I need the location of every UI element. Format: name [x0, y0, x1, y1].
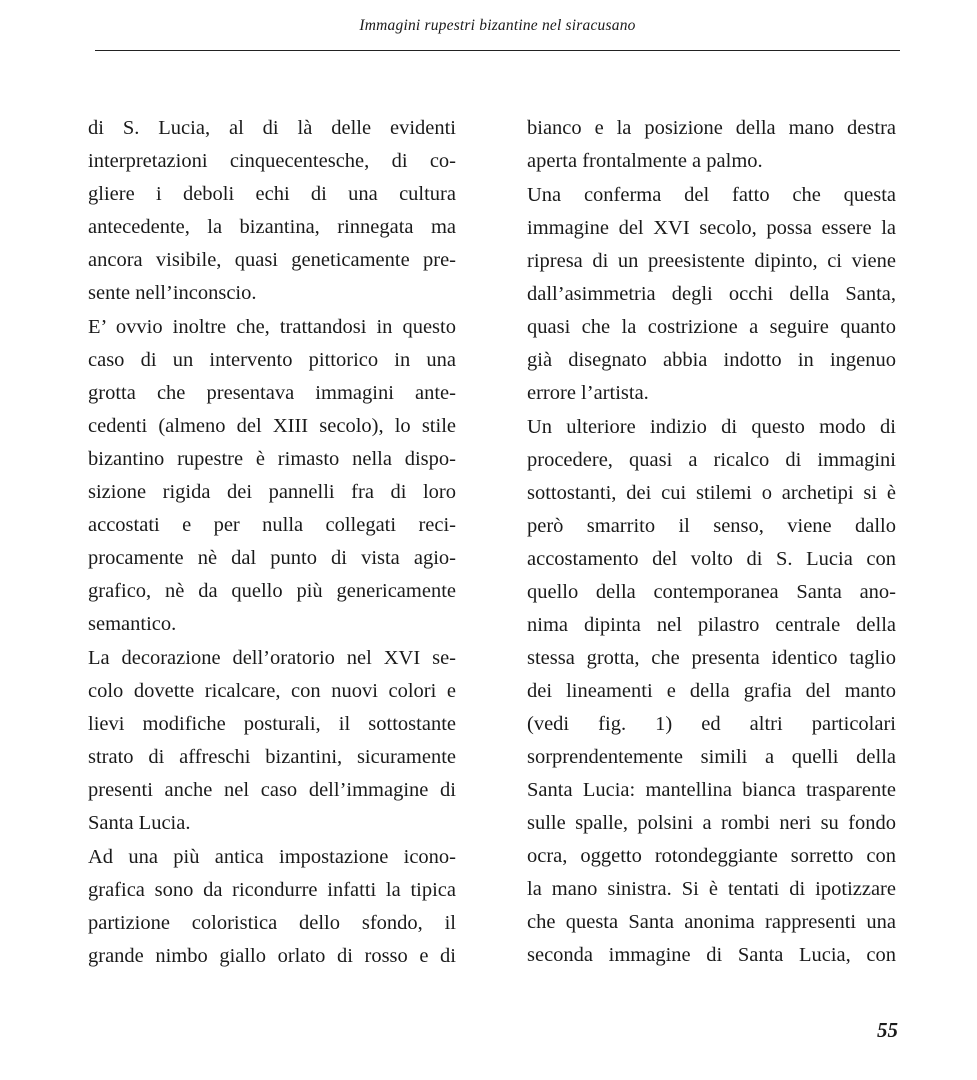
text-line: sizione rigida dei pannelli fra di loro [88, 481, 456, 503]
text-line: di S. Lucia, al di là delle evidenti [88, 117, 456, 139]
text-line: immagine del XVI secolo, possa essere la [527, 217, 896, 239]
text-line: grafico, nè da quello più genericamente [88, 580, 456, 602]
text-line: grande nimbo giallo orlato di rosso e di [88, 945, 456, 967]
text-line: stessa grotta, che presenta identico taglio [527, 647, 896, 669]
text-line: aperta frontalmente a palmo. [527, 150, 763, 172]
left-column-paragraph [88, 841, 456, 973]
text-line: E’ ovvio inoltre che, trattandosi in questo [88, 316, 456, 338]
text-line: grafica sono da ricondurre infatti la tipica [88, 879, 456, 901]
text-line: quasi che la costrizione a seguire quanto [527, 316, 896, 338]
text-line: la mano sinistra. Si è tentati di ipotizzare [527, 878, 896, 900]
text-line: Un ulteriore indizio di questo modo di [527, 416, 896, 438]
page-number: 55 [877, 1018, 898, 1042]
text-line: colo dovette ricalcare, con nuovi colori e [88, 680, 456, 702]
text-line: Una conferma del fatto che questa [527, 184, 896, 206]
right-text-column [527, 112, 896, 973]
text-line: procedere, quasi a ricalco di immagini [527, 449, 896, 471]
running-head-title: Immagini rupestri bizantine nel siracusano [359, 17, 636, 34]
text-line: ripresa di un preesistente dipinto, ci viene [527, 250, 896, 272]
text-line: errore l’artista. [527, 382, 649, 404]
text-line: bizantino rupestre è rimasto nella dispo- [88, 448, 456, 470]
left-text-column [88, 112, 456, 974]
right-column-paragraph [527, 112, 896, 178]
text-line: ocra, oggetto rotondeggiante sorretto con [527, 845, 896, 867]
text-line: quello della contemporanea Santa ano- [527, 581, 896, 603]
text-line: sente nell’inconscio. [88, 282, 257, 304]
text-line: procamente nè dal punto di vista agio- [88, 547, 456, 569]
text-line: grotta che presentava immagini ante- [88, 382, 456, 404]
text-line: antecedente, la bizantina, rinnegata ma [88, 216, 456, 238]
text-line: nima dipinta nel pilastro centrale della [527, 614, 896, 636]
header-rule [95, 50, 900, 51]
text-line: presenti anche nel caso dell’immagine di [88, 779, 456, 801]
left-column-paragraph [88, 642, 456, 840]
text-line: La decorazione dell’oratorio nel XVI se- [88, 647, 456, 669]
text-line: dall’asimmetria degli occhi della Santa, [527, 283, 896, 305]
text-line: strato di affreschi bizantini, sicuramente [88, 746, 456, 768]
right-column-paragraph [527, 179, 896, 410]
text-line: accostati e per nulla collegati reci- [88, 514, 456, 536]
text-line: che questa Santa anonima rappresenti una [527, 911, 896, 933]
text-line: Ad una più antica impostazione icono- [88, 846, 456, 868]
text-line: gliere i deboli echi di una cultura [88, 183, 456, 205]
text-line: accostamento del volto di S. Lucia con [527, 548, 896, 570]
text-line: già disegnato abbia indotto in ingenuo [527, 349, 896, 371]
text-line: Santa Lucia. [88, 812, 191, 834]
text-line: sorprendentemente simili a quelli della [527, 746, 896, 768]
right-column-paragraph [527, 411, 896, 972]
text-line: semantico. [88, 613, 177, 635]
text-line: sottostanti, dei cui stilemi o archetipi si è [527, 482, 896, 504]
text-line: cedenti (almeno del XIII secolo), lo stile [88, 415, 456, 437]
text-line: dei lineamenti e della grafia del manto [527, 680, 896, 702]
text-line: lievi modifiche posturali, il sottostante [88, 713, 456, 735]
text-line: sulle spalle, polsini a rombi neri su fondo [527, 812, 896, 834]
text-line: però smarrito il senso, viene dallo [527, 515, 896, 537]
left-column-paragraph [88, 311, 456, 641]
text-line: ancora visibile, quasi geneticamente pre- [88, 249, 456, 271]
left-column-paragraph [88, 112, 456, 310]
text-line: bianco e la posizione della mano destra [527, 117, 896, 139]
text-line: caso di un intervento pittorico in una [88, 349, 456, 371]
text-line: Santa Lucia: mantellina bianca trasparente [527, 779, 896, 801]
text-line: seconda immagine di Santa Lucia, con [527, 944, 896, 966]
text-line: partizione coloristica dello sfondo, il [88, 912, 456, 934]
text-line: (vedi fig. 1) ed altri particolari [527, 713, 896, 735]
text-line: interpretazioni cinquecentesche, di co- [88, 150, 456, 172]
